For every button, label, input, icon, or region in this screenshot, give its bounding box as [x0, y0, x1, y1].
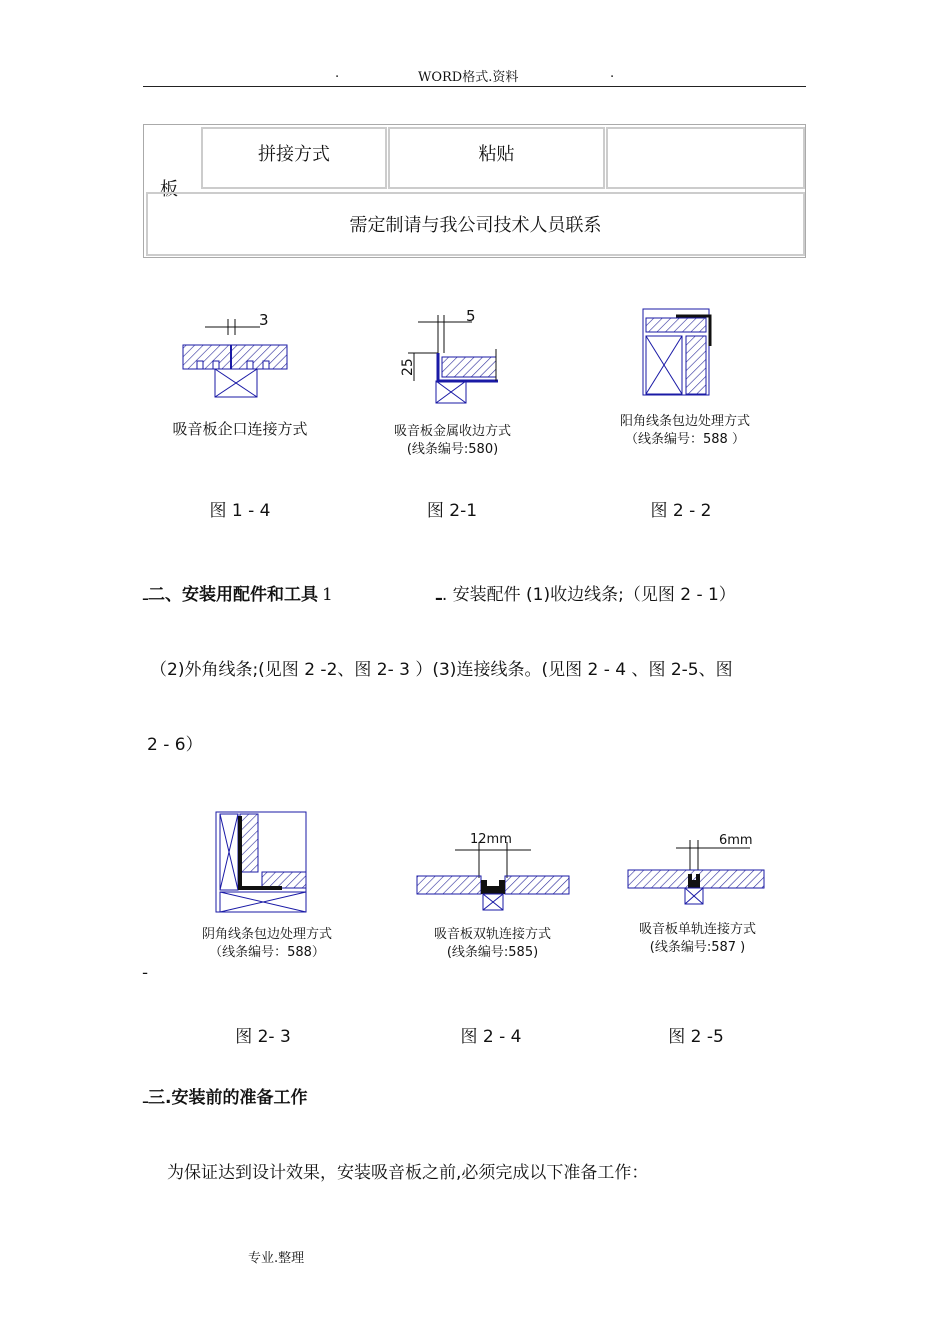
table-side-label: 板 [160, 179, 178, 200]
caption-d6-code: (线条编号:587 ) [649, 940, 746, 955]
caption-d2: 吸音板金属收边方式 [393, 424, 511, 439]
drawing-tongue-groove-joint [175, 305, 295, 400]
board-section-shape [442, 357, 496, 377]
board-side-shape [240, 814, 258, 872]
caption-d3: 阳角线条包边处理方式 [619, 414, 750, 429]
section3-heading-line [143, 1083, 307, 1108]
section3-heading: 三.安装前的准备工作 [147, 1088, 308, 1108]
rail-shape [481, 880, 505, 894]
section2-heading-line [143, 580, 333, 605]
drawing-metal-edge-trim [390, 305, 515, 405]
figure-label-1-4: 图 1 - 4 [209, 501, 271, 521]
figure-label-2-5: 图 2 -5 [668, 1027, 724, 1047]
page-header [143, 66, 806, 87]
caption-d1: 吸音板企口连接方式 [172, 420, 308, 438]
table-merged-row: 需定制请与我公司技术人员联系 [146, 192, 805, 256]
table-cell-joining: 拼接方式 [201, 127, 387, 189]
header-dot-right: . [610, 66, 615, 81]
figure-label-2-3: 图 2- 3 [235, 1027, 291, 1047]
caption-d3-code: （线条编号：588 ） [625, 432, 745, 447]
caption-d2-code: (线条编号:580) [406, 442, 499, 457]
drawing-double-rail-joint [415, 828, 571, 913]
caption-d5-code: (线条编号:585) [446, 945, 539, 960]
figure-label-2-2: 图 2 - 2 [650, 501, 712, 521]
section2-line1 [436, 580, 736, 605]
dimension-label-top: 5 [466, 307, 476, 325]
page-footer: 专业.整理 [248, 1251, 305, 1266]
header-title: WORD格式.资料 [418, 70, 519, 85]
header-dot-left: . [335, 66, 340, 81]
board-left-shape [417, 876, 481, 894]
section2-line2: （2)外角线条;(见图 2 -2、图 2- 3 ）(3)连接线条。(见图 2 - 4 、图 2-5、图 [150, 660, 733, 680]
figure-label-2-1: 图 2-1 [426, 501, 478, 521]
section2-heading: 二、安装用配件和工具 [147, 585, 318, 605]
section3-body: 为保证达到设计效果，安装吸音板之前,必须完成以下准备工作： [167, 1163, 649, 1183]
frame-shape [216, 812, 306, 912]
figure-label-2-4: 图 2 - 4 [460, 1027, 522, 1047]
drawing-internal-corner [212, 808, 312, 916]
bullet-marker: ـ [436, 585, 442, 605]
table-cell-paste: 粘贴 [388, 127, 605, 189]
table-cell-empty [606, 127, 805, 189]
section2-num: 1 [321, 585, 333, 605]
board-right-shape [505, 876, 569, 894]
board-side-shape [686, 336, 706, 394]
bullet-marker: ـ [143, 962, 148, 978]
spec-table [143, 124, 806, 258]
caption-d4-code: （线条编号：588） [209, 945, 325, 960]
drawing-single-rail-joint [626, 828, 766, 913]
caption-d4: 阴角线条包边处理方式 [201, 927, 332, 942]
caption-d6: 吸音板单轨连接方式 [638, 922, 756, 937]
section2-line3: 2 - 6） [147, 735, 203, 755]
dimension-label: 3 [259, 311, 269, 329]
section2-line1-text: . 安装配件 (1)收边线条;（见图 2 - 1） [441, 585, 736, 605]
bullet-marker: ـ [143, 585, 148, 605]
board-bottom-shape [262, 872, 306, 888]
board-top-shape [646, 318, 706, 332]
bullet-marker: ـ [143, 1088, 148, 1108]
caption-d5: 吸音板双轨连接方式 [433, 927, 551, 942]
dimension-label-side: 25 [400, 358, 416, 376]
drawing-external-corner [640, 306, 720, 398]
dimension-label: 6mm [719, 833, 753, 848]
dimension-label: 12mm [470, 832, 512, 847]
